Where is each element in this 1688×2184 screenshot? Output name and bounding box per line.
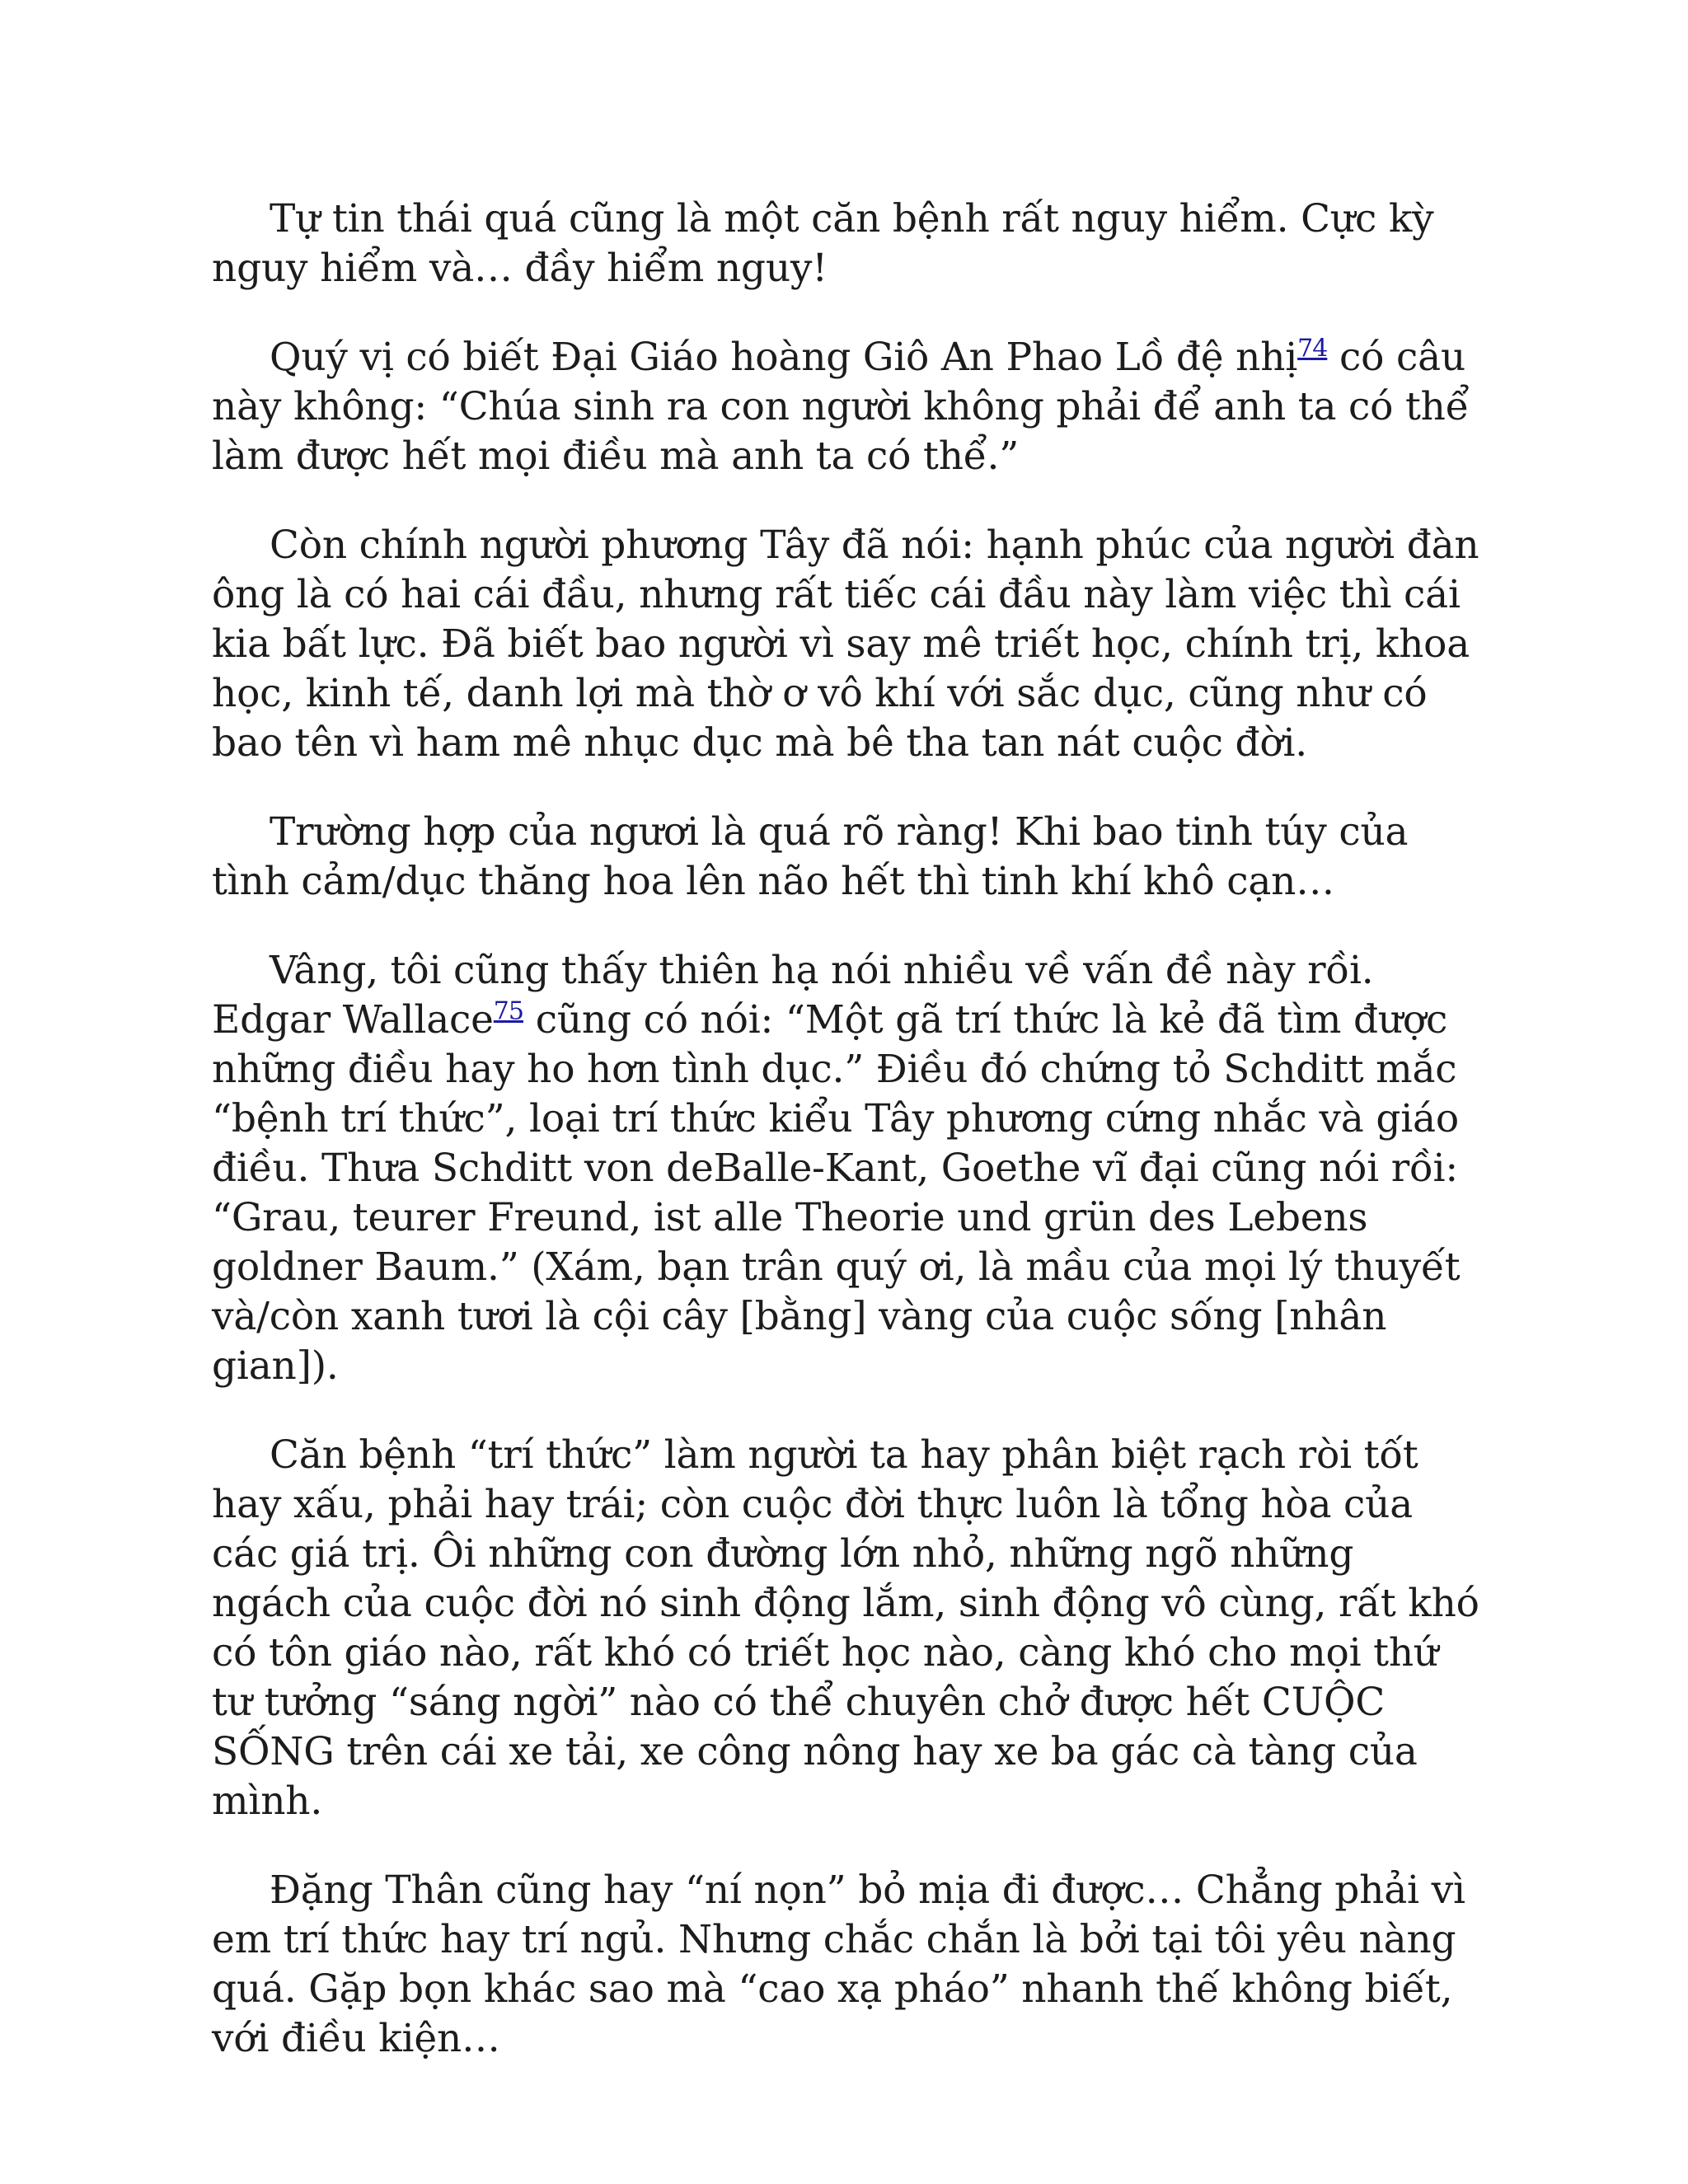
paragraph-text: có câu này không: “Chúa sinh ra con người không phải để anh ta có thể làm được hết mọi điều mà anh ta có thể.” xyxy=(212,335,1470,479)
paragraph-text: Căn bệnh “trí thức” làm người ta hay phân biệt rạch ròi tốt hay xấu, phải hay trái; còn cuộc đời thực luôn là tổng hòa của các giá trị. Ôi những con đường lớn nhỏ, những ngõ những ngách của cuộc đời nó sinh động lắm, sinh động vô cùng, rất khó có tôn giáo nào, rất khó có triết học nào, càng khó cho mọi thứ tư tưởng “sáng ngời” nào có thể chuyên chở được hết CUỘC SỐNG trên cái xe tải, xe công nông hay xe ba gác cà tàng của mình. xyxy=(212,1432,1479,1824)
paragraph-4 xyxy=(212,808,1481,907)
paragraph-7 xyxy=(212,1866,1481,2064)
paragraph-6 xyxy=(212,1431,1481,1826)
paragraph-text: Quý vị có biết Đại Giáo hoàng Giô An Phao Lồ đệ nhị xyxy=(270,335,1298,380)
document-page xyxy=(212,194,1481,2103)
footnote-link-74[interactable]: 74 xyxy=(1297,334,1328,363)
footnote-link-75[interactable]: 75 xyxy=(493,996,523,1026)
paragraph-text: Trường hợp của ngươi là quá rõ ràng! Khi bao tinh túy của tình cảm/dục thăng hoa lên não hết thì tinh khí khô cạn… xyxy=(212,809,1409,904)
paragraph-text: Tự tin thái quá cũng là một căn bệnh rất nguy hiểm. Cực kỳ nguy hiểm và… đầy hiểm nguy! xyxy=(212,196,1434,291)
paragraph-text: cũng có nói: “Một gã trí thức là kẻ đã tìm được những điều hay ho hơn tình dục.” Điều đó chứng tỏ Schditt mắc “bệnh trí thức”, loại trí thức kiểu Tây phương cứng nhắc và giáo điều. Thưa Schditt von deBalle-Kant, Goethe vĩ đại cũng nói rồi: “Grau, teurer Freund, ist alle Theorie und grün des Lebens goldner Baum.” (Xám, bạn trân quý ơi, là mầu của mọi lý thuyết và/còn xanh tươi là cội cây [bằng] vàng của cuộc sống [nhân gian]). xyxy=(212,997,1461,1389)
paragraph-text: Vâng, tôi cũng thấy thiên hạ nói nhiều về vấn đề này rồi. Edgar Wallace xyxy=(212,948,1374,1043)
paragraph-text: Đặng Thân cũng hay “ní nọn” bỏ mịa đi được… Chẳng phải vì em trí thức hay trí ngủ. Nhưng chắc chắn là bởi tại tôi yêu nàng quá. Gặp bọn khác sao mà “cao xạ pháo” nhanh thế không biết, với điều kiện… xyxy=(212,1868,1465,2061)
paragraph-1 xyxy=(212,194,1481,293)
paragraph-2 xyxy=(212,333,1481,481)
paragraph-3 xyxy=(212,521,1481,768)
paragraph-text: Còn chính người phương Tây đã nói: hạnh phúc của người đàn ông là có hai cái đầu, nhưng rất tiếc cái đầu này làm việc thì cái kia bất lực. Đã biết bao người vì say mê triết học, chính trị, khoa học, kinh tế, danh lợi mà thờ ơ vô khí với sắc dục, cũng như có bao tên vì ham mê nhục dục mà bê tha tan nát cuộc đời. xyxy=(212,523,1479,766)
paragraph-5 xyxy=(212,946,1481,1391)
